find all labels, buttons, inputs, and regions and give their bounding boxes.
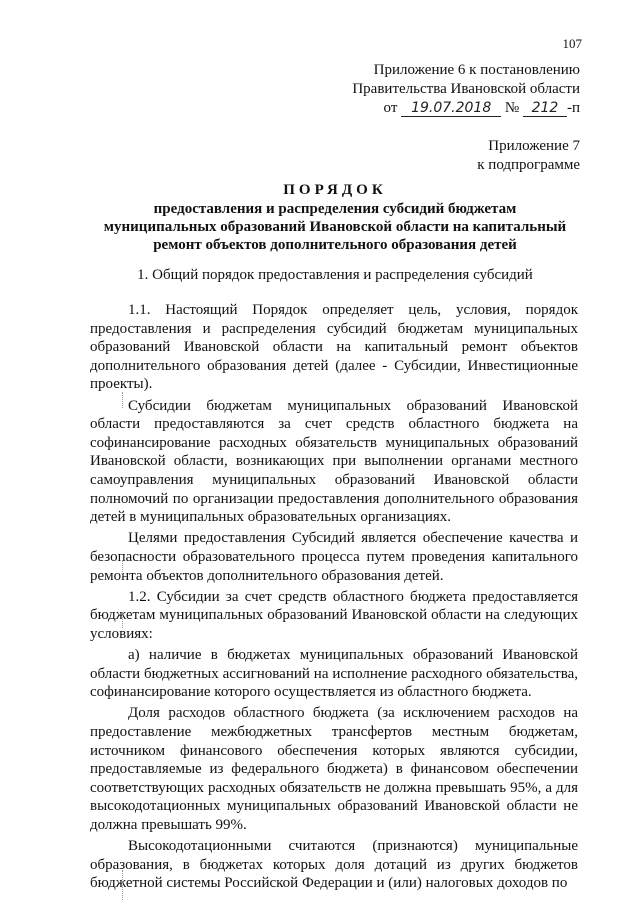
scan-margin-mark <box>122 870 124 900</box>
resolution-header <box>220 61 580 118</box>
paragraph: Высокодотационными считаются (признаются) муниципальные образования, в бюджетах которых доля дотаций из других бюджетов бюджетной системы Российской Федерации и (или) налоговых доходов по <box>90 838 578 892</box>
page-number: 107 <box>562 36 582 51</box>
title-main: ПОРЯДОК <box>283 182 387 198</box>
paragraph: Доля расходов областного бюджета (за исключением расходов на предоставление межбюджетных трансфертов местным бюджетам, источником финансового обеспечения которых являются субсидии, предоставляемые из федерального бюджета) в финансовом обеспечении соответствующих расходных обязательств не должна превышать 95%, а для высокодотационных муниципальных образований Ивановской области не должна превышать 99%. <box>90 705 578 833</box>
scan-margin-mark <box>122 560 124 576</box>
scan-margin-mark <box>122 612 124 628</box>
from-label: от <box>383 100 398 116</box>
paragraph: а) наличие в бюджетах муниципальных образований Ивановской области бюджетных ассигнований на исполнение расходного обязательства, софинансирование которого осуществляется из областного бюджета. <box>90 647 578 701</box>
appendix-line-2: к подпрограмме <box>477 157 580 173</box>
document-title <box>90 180 580 254</box>
header-line-1: Приложение 6 к постановлению <box>373 62 580 78</box>
section-heading: 1. Общий порядок предоставления и распределения субсидий <box>137 267 533 283</box>
paragraph: 1.2. Субсидии за счет средств областного бюджета предоставляется бюджетам муниципальных образований Ивановской области на следующих условиях: <box>90 588 578 642</box>
header-line-2: Правительства Ивановской области <box>352 81 580 97</box>
scan-margin-mark <box>122 392 124 408</box>
handwritten-number: 212 <box>523 101 567 117</box>
paragraph: 1.1. Настоящий Порядок определяет цель, условия, порядок предоставления и распределения субсидий бюджетам муниципальных образований Ивановской области на капитальный ремонт объектов дополнительного образования детей (далее - Субсидии, Инвестиционные проекты). <box>90 302 578 393</box>
paragraph: Субсидии бюджетам муниципальных образований Ивановской области предоставляются за счет средств областного бюджета на софинансирование расходных обязательств муниципальных образований Ивановской области, возникающих при выполнении органами местного самоуправления муниципальных образований Ивановской области полномочий по организации предоставления дополнительного образования детей в муниципальных образовательных организациях. <box>90 397 578 526</box>
number-label: № <box>504 100 520 116</box>
appendix-note <box>477 137 580 175</box>
paragraph: Целями предоставления Субсидий является обеспечение качества и безопасности образовательного процесса путем проведения капитального ремонта объектов дополнительного образования детей. <box>90 530 578 584</box>
title-sub-3: ремонт объектов дополнительного образования детей <box>153 237 517 253</box>
title-sub-2: муниципальных образований Ивановской области на капитальный <box>103 219 567 235</box>
handwritten-date: 19.07.2018 <box>401 101 501 117</box>
number-suffix: -п <box>566 100 580 116</box>
appendix-line-1: Приложение 7 <box>488 138 580 154</box>
document-body <box>90 301 578 896</box>
header-line-3 <box>220 99 580 118</box>
title-sub-1: предоставления и распределения субсидий бюджетам <box>153 201 517 217</box>
